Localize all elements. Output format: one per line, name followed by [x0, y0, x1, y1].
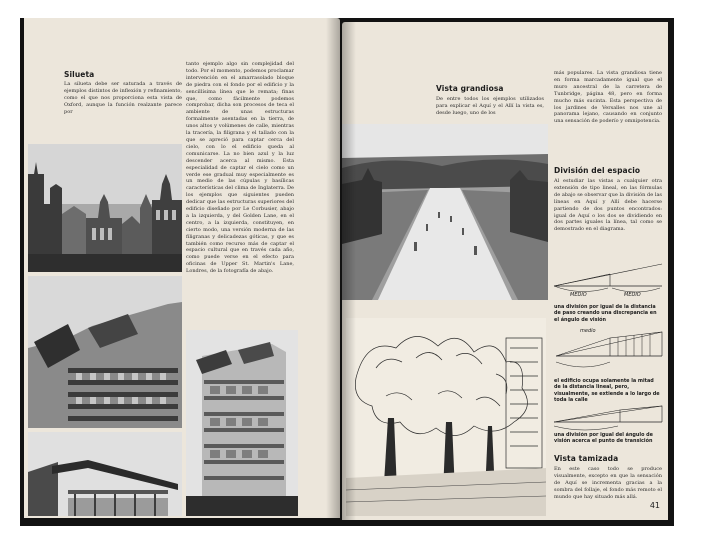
vista-grandiosa-column-text: más populares. La vista grandiosa tiene en forma marcadamente igual que el muro ancestral de la carretera de Tunbridge, página 48, pero en forma mucho más sucinta. Esta perspectiva de los jardines de Versalles nos une al panorama lejano, causando en conjunto una sensación de poderío y omnipotencia. [554, 70, 662, 125]
silueta-heading: Silueta [64, 70, 95, 79]
right-page [342, 22, 668, 520]
division-diagram-2 [550, 322, 666, 378]
page-number: 41 [649, 501, 660, 510]
division-del-espacio-heading: División del espacio [554, 166, 641, 175]
vista-grandiosa-intro-text: De entre todos los ejemplos utilizados para explicar el Aquí y el Allí la vista es, desde luego, uno de los [436, 96, 544, 116]
division-caption-3: una división por igual del ángulo de visión acerca el punto de transición [554, 432, 653, 445]
division-del-espacio-text: Al estudiar las vistas a cualquier otra extensión de tipo lineal, en las fórmulas de abajo se observar que la división de las líneas en Aquí y Allí debe hacerse partiendo de dos puntos encontrados: igual de Aquí o los dos se dividiendo en dos partes iguales la línea, tal como se demostrado en el diagrama. [554, 178, 662, 233]
vista-tamizada-text: En este caso todo se produce visualmente, excepto en que la sensación de Aquí se incrementa gracias a la sombra del follaje, el fondo más remoto el mundo que hay situado más allá. [554, 466, 662, 500]
photo-versailles-gardens [342, 124, 548, 300]
right-gutter-shadow [342, 22, 356, 520]
silueta-intro-text: La silueta debe ser saturada a través de ejemplos distintos de inflexión y refinamiento, como el que nos proporciona esta vista de Oxford, aunque la función realzante parece por [64, 81, 182, 115]
vista-tamizada-heading: Vista tamizada [554, 454, 619, 463]
division-diagram-1 [550, 256, 666, 304]
sketch-screened-view-trees [346, 318, 546, 516]
left-page [24, 18, 340, 518]
photo-st-martins-lane-offices [28, 432, 182, 516]
sketch-label-left: MEDIO [570, 292, 587, 298]
vista-grandiosa-heading: Vista grandiosa [436, 84, 504, 93]
division-diagram-3 [550, 404, 666, 434]
photo-golden-lane-building [186, 330, 298, 516]
sketch-label-right: MEDIO [624, 292, 641, 298]
book-spread [20, 18, 674, 526]
division-caption-2: el edificio ocupa solamente la mitad de la distancia lineal, pero, visualmente, se extiende a lo largo de toda la calle [554, 378, 660, 404]
silueta-column-text: tanto ejemplo algo sin complejidad del todo. Por el momento, podemos proclamar intervención en el amarrasolado bloque de piedra con el fondo por el edificio y la sencillísima línea que le remata; finas que, como fácilmente podemos comprobar, dicha son procesos de teca el ambiente de unas estructuras formalmente asentadas en la tierra, de unos altos y volúmenes de calle, mientras la tracería, la filigrana y el tallado con la que se apreció para captar cerca del cielo, con lo el edificio queda al comunicarse. La no bien azul y la luz descender acerca al mismo. Esta especialidad de captar el cielo como un verde ese gradual muy especialmente es un medio de las cúpulas y basílicas características del clima de Inglaterra. De los ejemplos que siguientes pueden dedicar que las estructuras superiores del edificio diseñado por Le Corbusier, abajo a la izquierda, y del Golden Lane, en el centro, a la izquierda, constituyen, en cierto modo, una versión moderna de las filigranas y delicadezas góticas, y que es también como recurso más de captar el espacio cultural que en través cada año, como puede verse en el efecto para oficinas de Upper St. Martin's Lane, Londres, de la fotografía de abajo. [186, 61, 294, 275]
photo-le-corbusier-building [28, 276, 182, 428]
photo-oxford-skyline [28, 144, 182, 272]
division-caption-1: una división por igual de la distancia de paso creando una discrepancia en el ángulo de visión [554, 304, 657, 323]
sketch-label-middle: medio [580, 328, 596, 334]
left-gutter-shadow [326, 18, 340, 518]
